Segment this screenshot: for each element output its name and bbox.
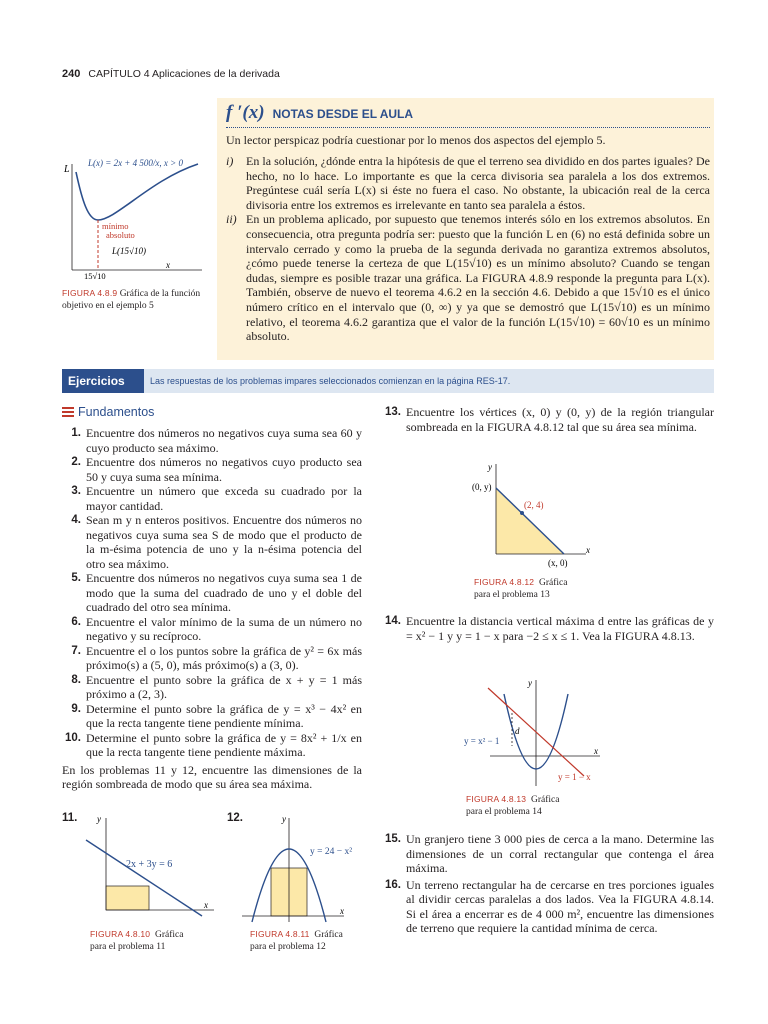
label-line: y = 1 − x xyxy=(558,772,591,782)
axis-label-y: y xyxy=(488,462,492,472)
figure-4-8-12-graph xyxy=(468,460,598,572)
note-item-marker: ii) xyxy=(226,212,237,227)
problem-item: 9. Determine el punto sobre la gráfica de y = x³ − 4x² en que la recta tangente tiene pendiente mínima. xyxy=(71,701,362,730)
label-parabola: y = x² − 1 xyxy=(464,736,500,746)
figure-4-8-12-caption: FIGURA 4.8.12 Gráfica para el problema 13 xyxy=(474,577,568,600)
figure-4-8-11-caption: FIGURA 4.8.11 Gráfica para el problema 12 xyxy=(250,929,343,952)
problem-12-number: 12. xyxy=(227,812,243,824)
function-curve xyxy=(76,164,198,220)
min-value-label: L(15√10) xyxy=(112,246,146,256)
problem-item: 3. Encuentre un número que exceda su cuadrado por la mayor cantidad. xyxy=(71,484,362,513)
label-0-y: (0, y) xyxy=(472,482,492,492)
axis-label-y: y xyxy=(282,814,286,824)
problem-14: 14. Encuentre la distancia vertical máxima d entre las gráficas de y = x² − 1 y y = 1 − x para −2 ≤ x ≤ 1. Vea la FIGURA 4.8.13. xyxy=(385,614,714,643)
section-heading xyxy=(62,405,154,419)
problems-left-column xyxy=(62,426,362,792)
problems-11-12-intro: En los problemas 11 y 12, encuentre las dimensiones de la región sombreada de modo que su área sea máxima. xyxy=(62,762,362,791)
axis-label-y: y xyxy=(97,814,101,824)
figure-4-8-9-graph xyxy=(60,150,210,280)
note-divider xyxy=(226,127,710,128)
chapter-title: CAPÍTULO 4 Aplicaciones de la derivada xyxy=(88,68,280,80)
note-list xyxy=(226,154,710,344)
problem-item: 16. Un terreno rectangular ha de cercarse en tres porciones iguales al dividir cercas paralelas a dos lados. Vea la FIGURA 4.8.14. Si el área a encerrar es de 4 000 m², encuentre las dimensiones de terreno que requiere la cantidad mínima de cerca. xyxy=(385,877,714,935)
exercises-answers-note: Las respuestas de los problemas impares seleccionados comienzan en la página RES-17. xyxy=(150,376,511,386)
figure-4-8-10-caption: FIGURA 4.8.10 Gráfica para el problema 11 xyxy=(90,929,184,952)
problem-item: 5. Encuentre dos números no negativos cuya suma sea 1 de modo que la suma del cuadrado de uno y el doble del cuadrado del otro sea mínima. xyxy=(71,571,362,614)
note-heading: NOTAS DESDE EL AULA xyxy=(272,107,414,121)
problem-11-number: 11. xyxy=(62,812,78,824)
note-title xyxy=(226,102,413,124)
axis-label-x: x xyxy=(340,906,344,916)
label-d: d xyxy=(515,726,520,736)
equation-label: y = 24 − x² xyxy=(310,847,353,857)
note-item-marker: i) xyxy=(226,154,234,168)
section-title: Fundamentos xyxy=(78,405,155,419)
axis-label-x: x xyxy=(204,900,208,910)
exercises-title: Ejercicios 4.8 xyxy=(62,369,144,393)
note-intro: Un lector perspicaz podría cuestionar por lo menos dos aspectos del ejemplo 5. xyxy=(226,133,606,147)
problems-15-16 xyxy=(382,832,714,936)
problem-item: 10. Determine el punto sobre la gráfica de y = 8x² + 1/x en que la recta tangente tiene pendiente máxima. xyxy=(65,730,362,759)
note-symbol: f ′(x) xyxy=(226,102,265,123)
problem-item: 7. Encuentre el o los puntos sobre la gráfica de y² = 6x más próximo(s) a (5, 0), más próximo(s) a (3, 0). xyxy=(71,643,362,672)
problem-item: 1. Encuentre dos números no negativos cuya suma sea 60 y cuyo producto sea máximo. xyxy=(71,426,362,455)
caption-text: Gráfica de la función objetivo en el ejemplo 5 xyxy=(62,289,201,311)
note-item-text: En la solución, ¿dónde entra la hipótesis de que el terreno sea dividido en dos partes iguales? De hecho, no lo hace. Lo importante es que la cerca divisoria sea paralela a los dos extremos. Pregúntese cuál sería L(x) si éste no fuera el caso. No obstante, la ubicación real de la cerca divisoria entre los extremos es irrelevante en tanto sea paralela a éstos. xyxy=(246,154,710,212)
axis-label-x: x xyxy=(586,545,590,555)
min-label-2: absoluto xyxy=(106,230,135,240)
note-item xyxy=(226,212,710,343)
figure-4-8-10-graph xyxy=(82,812,222,924)
problem-13: 13. Encuentre los vértices (x, 0) y (0, y) de la región triangular sombreada en la FIGURA 4.8.12 tal que su área sea mínima. xyxy=(385,405,714,434)
problem-item: 8. Encuentre el punto sobre la gráfica de x + y = 1 más próximo a (2, 3). xyxy=(71,672,362,701)
figure-4-8-13-caption: FIGURA 4.8.13 Gráfica para el problema 14 xyxy=(466,794,560,817)
page-number: 240 xyxy=(62,68,81,80)
note-item-text: En un problema aplicado, por supuesto que tenemos interés sólo en los extremos absolutos. En consecuencia, otra pregunta podría ser: puesto que la función L en (6) no está definida sobre un intervalo cerrado y como la prueba de la segunda derivada no garantiza extremos absolutos, ¿cómo puede tenerse la certeza de que L(15√10) es un mínimo absoluto? Cuando se tengan dudas, siempre es posible trazar una gráfica. La FIGURA 4.8.9 responde la pregunta para L(x). También, observe de nuevo el teorema 4.6.2 en la sección 4.6. Debido a que 15√10 es el único número crítico en el intervalo que (0, ∞) y ya que se demostró que L(15√10) es un mínimo relativo, el teorema 4.6.2 garantiza que el valor de la función L(15√10) = 60√10 es un mínimo absoluto. xyxy=(246,212,710,344)
section-bars-icon xyxy=(62,407,74,417)
point-2-4 xyxy=(520,511,524,515)
equation-label: 2x + 3y = 6 xyxy=(126,859,173,870)
shaded-rectangle xyxy=(106,886,149,910)
min-label-1: mínimo xyxy=(102,221,129,231)
problem-item: 6. Encuentre el valor mínimo de la suma de un número no negativo y su recíproco. xyxy=(71,614,362,643)
figure-4-8-9-caption xyxy=(62,287,212,312)
figure-4-8-11-graph xyxy=(240,812,370,924)
note-item xyxy=(226,154,710,212)
problem-item: 2. Encuentre dos números no negativos cuyo producto sea 50 y cuya suma sea mínima. xyxy=(71,455,362,484)
function-formula: L(x) = 2x + 4 500/x, x > 0 xyxy=(88,158,183,168)
axis-label-x: x xyxy=(594,746,598,756)
x-tick-label: 15√10 xyxy=(84,271,106,280)
label-2-4: (2, 4) xyxy=(524,500,544,510)
figure-4-8-13-graph xyxy=(460,676,610,788)
axis-label-y: y xyxy=(528,678,532,688)
problem-item: 15. Un granjero tiene 3 000 pies de cerca a la mano. Determine las dimensiones de un corral rectangular que contenga el área máxima. xyxy=(385,832,714,875)
axis-label-y: L xyxy=(64,164,70,175)
figure-label: FIGURA 4.8.9 xyxy=(62,288,118,298)
label-x-0: (x, 0) xyxy=(548,558,568,568)
axis-label-x: x xyxy=(166,260,170,270)
problem-item: 4. Sean m y n enteros positivos. Encuentre dos números no negativos cuya suma sea S de modo que el producto de la m-ésima potencia de uno y la n-ésima potencia del otro sea máximo. xyxy=(71,513,362,571)
running-head xyxy=(62,68,280,80)
